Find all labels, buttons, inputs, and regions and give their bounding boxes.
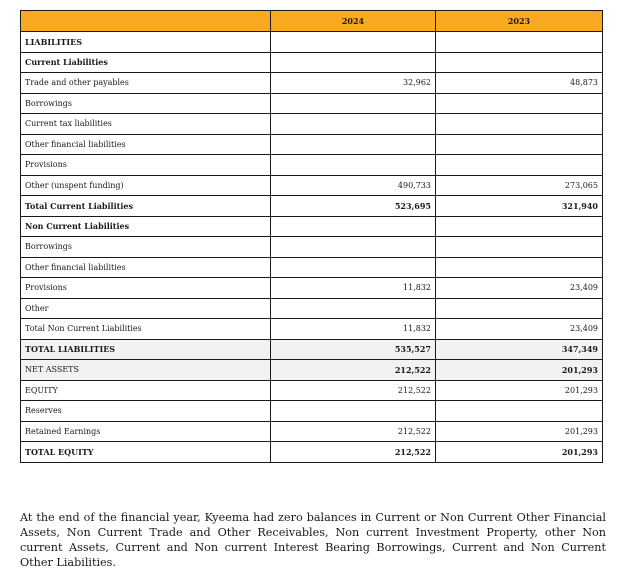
- row-label: Borrowings: [21, 93, 271, 114]
- table-row: [21, 237, 603, 258]
- table-row: [21, 298, 603, 319]
- row-label: Retained Earnings: [21, 421, 271, 442]
- table-row: [21, 401, 603, 422]
- table-row: [21, 114, 603, 135]
- value-2023: [436, 257, 603, 278]
- value-2023: [436, 32, 603, 53]
- table-row: [21, 257, 603, 278]
- value-2023: [436, 52, 603, 73]
- table-row: [21, 93, 603, 114]
- value-2024: [271, 32, 436, 53]
- value-2024: [271, 298, 436, 319]
- value-2023: [436, 134, 603, 155]
- row-label: Borrowings: [21, 237, 271, 258]
- header-label-cell: [21, 11, 271, 32]
- row-label: Total Non Current Liabilities: [21, 319, 271, 340]
- row-label: Other: [21, 298, 271, 319]
- row-label: Reserves: [21, 401, 271, 422]
- value-2023: 201,293: [436, 442, 603, 463]
- value-2024: 523,695: [271, 196, 436, 217]
- value-2024: 212,522: [271, 360, 436, 381]
- value-2023: 201,293: [436, 421, 603, 442]
- row-label: Provisions: [21, 155, 271, 176]
- value-2023: [436, 401, 603, 422]
- table-row: [21, 339, 603, 360]
- value-2024: [271, 93, 436, 114]
- value-2023: 23,409: [436, 278, 603, 299]
- row-label: TOTAL LIABILITIES: [21, 339, 271, 360]
- table-row: [21, 196, 603, 217]
- header-year-2023: 2023: [436, 11, 603, 32]
- row-label: Current Liabilities: [21, 52, 271, 73]
- value-2024: 32,962: [271, 73, 436, 94]
- table-row: [21, 319, 603, 340]
- row-label: Current tax liabilities: [21, 114, 271, 135]
- table-row: [21, 421, 603, 442]
- value-2024: [271, 237, 436, 258]
- value-2024: 212,522: [271, 380, 436, 401]
- table-row: [21, 32, 603, 53]
- table-row: [21, 175, 603, 196]
- row-label: Other financial liabilities: [21, 257, 271, 278]
- liabilities-equity-table: [20, 10, 603, 463]
- value-2024: 11,832: [271, 278, 436, 299]
- table-header-row: [21, 11, 603, 32]
- header-year-2024: 2024: [271, 11, 436, 32]
- table-row: [21, 134, 603, 155]
- table-row: [21, 278, 603, 299]
- row-label: EQUITY: [21, 380, 271, 401]
- value-2023: [436, 237, 603, 258]
- value-2023: [436, 93, 603, 114]
- table-row: [21, 52, 603, 73]
- value-2023: 273,065: [436, 175, 603, 196]
- value-2023: 347,349: [436, 339, 603, 360]
- table-row: [21, 73, 603, 94]
- row-label: Provisions: [21, 278, 271, 299]
- row-label: Non Current Liabilities: [21, 216, 271, 237]
- table-row: [21, 360, 603, 381]
- value-2023: 48,873: [436, 73, 603, 94]
- value-2024: [271, 257, 436, 278]
- value-2024: [271, 401, 436, 422]
- value-2023: [436, 155, 603, 176]
- value-2023: 321,940: [436, 196, 603, 217]
- row-label: Other (unspent funding): [21, 175, 271, 196]
- row-label: NET ASSETS: [21, 360, 271, 381]
- row-label: Trade and other payables: [21, 73, 271, 94]
- value-2023: 23,409: [436, 319, 603, 340]
- value-2024: [271, 155, 436, 176]
- row-label: Other financial liabilities: [21, 134, 271, 155]
- value-2024: 212,522: [271, 421, 436, 442]
- value-2023: [436, 216, 603, 237]
- table-row: [21, 216, 603, 237]
- row-label: TOTAL EQUITY: [21, 442, 271, 463]
- value-2024: 212,522: [271, 442, 436, 463]
- table-row: [21, 442, 603, 463]
- value-2023: 201,293: [436, 380, 603, 401]
- value-2024: 490,733: [271, 175, 436, 196]
- value-2023: 201,293: [436, 360, 603, 381]
- value-2024: [271, 216, 436, 237]
- value-2024: [271, 114, 436, 135]
- footnote-paragraph: At the end of the financial year, Kyeema had zero balances in Current or Non Current Other Financial Assets, Non Current Trade and Other Receivables, Non current Investment Property, other Non current Assets, Current and Non current Interest Bearing Borrowings, Current and Non Current Other Liabilities.: [20, 511, 606, 569]
- value-2024: 535,527: [271, 339, 436, 360]
- value-2024: 11,832: [271, 319, 436, 340]
- row-label: Total Current Liabilities: [21, 196, 271, 217]
- table-row: [21, 380, 603, 401]
- value-2023: [436, 298, 603, 319]
- row-label: LIABILITIES: [21, 32, 271, 53]
- value-2023: [436, 114, 603, 135]
- value-2024: [271, 134, 436, 155]
- table-row: [21, 155, 603, 176]
- value-2024: [271, 52, 436, 73]
